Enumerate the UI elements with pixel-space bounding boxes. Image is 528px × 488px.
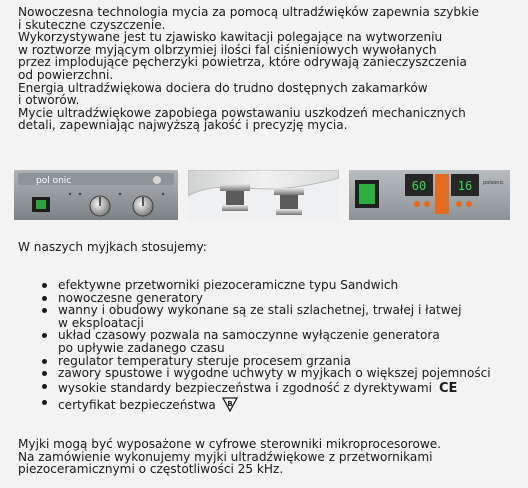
list-item-text: wysokie standardy bezpieczeństwa i zgodność z dyrektywami	[58, 380, 432, 395]
product-photos	[14, 170, 510, 220]
list-item-b	[58, 396, 528, 415]
intro-paragraph: Nowoczesna technologia mycia za pomocą ultradźwięków zapewnia szybkie i skuteczne czyszczenie. Wykorzystywane jest tu zjawisko kawitacji polegające na wytworzeniu w roztworze myjącym olbrzymiej ilości fal ciśnieniowych wywołanych przez implodujące pęcherzyki powietrza, które odrywają zanieczyszczenia od powierzchni. Energia ultradźwiękowa dociera do trudno dostępnych zakamarków i otworów. Mycie ultradźwiękowe zapobiega powstawaniu uszkodzeń mechanicznych detali, zapewniając najwyższą jakość i precyzję mycia.	[18, 5, 479, 133]
controller-brand-label: polsonic	[483, 180, 504, 186]
ce-mark-icon	[438, 380, 460, 397]
list-item: wanny i obudowy wykonane są ze stali szlachetnej, trwałej i łatwej w eksploatacji	[58, 304, 528, 329]
transducer-photo	[188, 170, 339, 220]
features-list	[0, 279, 528, 415]
list-item: układ czasowy pozwala na samoczynne wyłączenie generatora po upływie zadanego czasu	[58, 329, 528, 354]
b-certificate-icon	[222, 396, 238, 415]
svg-text:CE: CE	[438, 380, 458, 394]
list-item-text: certyfikat bezpieczeństwa	[58, 398, 216, 413]
control-panel-photo	[14, 170, 178, 220]
section-intro: W naszych myjkach stosujemy:	[18, 240, 207, 254]
list-item: efektywne przetworniki piezoceramiczne typu Sandwich	[58, 279, 528, 292]
list-item: nowoczesne generatory	[58, 292, 528, 305]
brand-label: pol onic	[36, 176, 72, 186]
list-item: zawory spustowe i wygodne uchwyty w myjkach o większej pojemności	[58, 367, 528, 380]
digital-controller-photo	[349, 170, 510, 220]
time-display: 60	[411, 179, 427, 193]
list-item: regulator temperatury steruje procesem grzania	[58, 355, 528, 368]
svg-text:B: B	[227, 400, 233, 409]
outro-paragraph: Myjki mogą być wyposażone w cyfrowe sterowniki mikroprocesorowe. Na zamówienie wykonujemy myjki ultradźwiękowe z przetwornikami piezoceramicznymi o częstotliwości 25 kHz.	[18, 437, 442, 477]
temperature-display: 16	[457, 179, 473, 193]
list-item-ce	[58, 380, 528, 397]
